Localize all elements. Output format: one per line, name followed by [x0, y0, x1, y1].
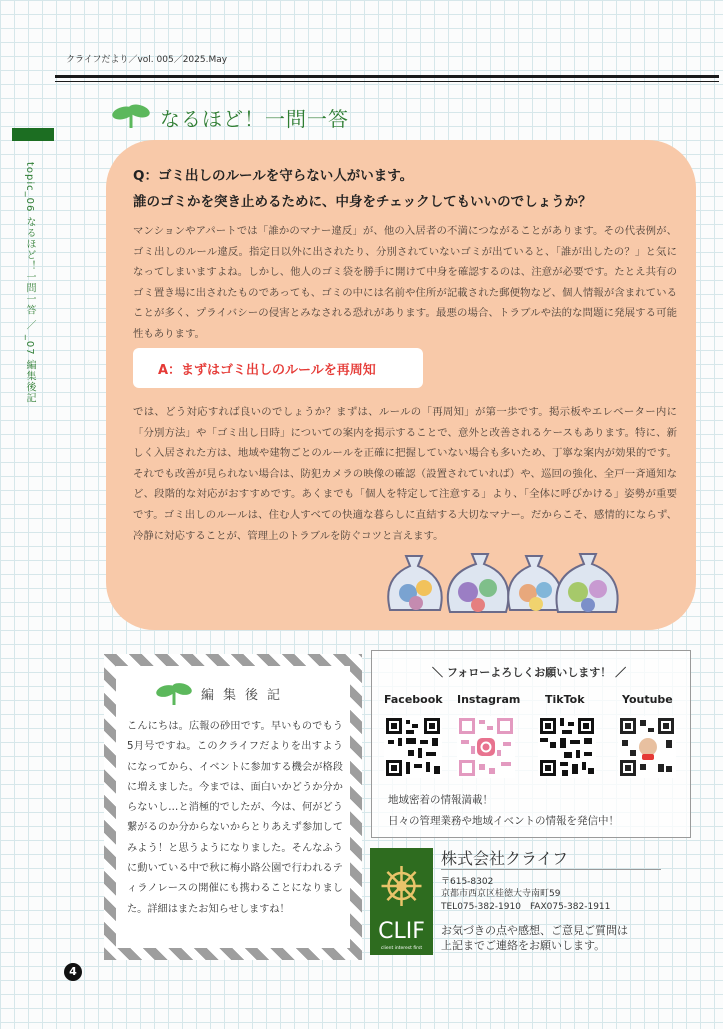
page-number: 4 [64, 963, 82, 981]
company-logo [370, 848, 433, 955]
company-divider [441, 869, 661, 870]
logo-wordmark: CLIF [378, 919, 425, 944]
company-postal: 〒615-8302 [441, 877, 494, 887]
follow-caption-1: 地域密着の情報満載！ [388, 794, 493, 806]
contact-note-1: お気づきの点や感想、ご意見ご質問は [441, 924, 628, 937]
instagram-label: Instagram [457, 693, 521, 706]
youtube-qr-code[interactable] [618, 716, 676, 778]
sprout-icon [155, 680, 193, 706]
question-heading-line2: 誰のゴミかを突き止めるために、中身をチェックしてもいいのでしょうか？ [133, 194, 592, 210]
follow-title: ＼ フォローよろしくお願いします！ ／ [432, 666, 627, 679]
side-vertical-label: topic_06 なるほど！一問一答 ／ _07 編集後記 [24, 162, 35, 404]
company-address: 京都市西京区桂徳大寺南町59 [441, 889, 561, 899]
sprout-icon [110, 100, 152, 130]
tiktok-qr-code[interactable] [538, 716, 596, 778]
running-header: クライフだより／vol. 005／2025.May [66, 55, 228, 65]
logo-tagline: client interest first [380, 946, 423, 951]
answer-body: では、どう対応すれば良いのでしょうか？まずは、ルールの「再周知」が第一歩です。掲示板やエレベーター内に「分別方法」や「ゴミ出し日時」についての案内を掲示することで、意外と改善されるケースもあります。特に、新しく入居された方は、地域や建物ごとのルールを正確に把握していない場合も多いため、丁寧な案内が効果的です。それでも改善が見られない場合は、防犯カメラの映像の確認（設置されていれば）や、巡回の強化、全戸一斉通知など、段階的な対応がおすすめです。あくまでも「個人を特定して注意する」より、「全体に呼びかける」姿勢が重要です。ゴミ出しのルールは、住む人すべての快適な暮らしに直結する大切なマナー。だからこそ、感情的にならず、冷静に対応することが、管理上のトラブルを防ぐコツと言えます。 [133, 406, 677, 542]
follow-caption-2: 日々の管理業務や地域イベントの情報を発信中！ [388, 815, 619, 827]
tiktok-label: TikTok [545, 693, 585, 706]
answer-heading: A：まずはゴミ出しのルールを再周知 [158, 363, 376, 378]
contact-note-2: 上記までご連絡をお願いします。 [441, 939, 606, 952]
header-rule-thick [55, 75, 719, 78]
question-body: マンションやアパートでは「誰かのマナー違反」が、他の入居者の不満につながることがあります。その代表例が、ゴミ出しのルール違反。指定日以外に出されたり、分別されていないゴミが出ていると、「誰が出したの？」と気になってしまいますよね。しかし、他人のゴミ袋を勝手に開けて中身を確認するのは、注意が必要です。たとえ共有のゴミ置き場に出されたものであっても、ゴミの中には名前や住所が記載された郵便物など、個人情報が含まれていることが多く、プライバシーの侵害とみなされる恐れがあります。最悪の場合、トラブルや法的な問題に発展する可能性もあります。 [133, 225, 677, 340]
facebook-label: Facebook [384, 693, 443, 706]
garbage-bags-illustration [380, 548, 635, 620]
instagram-qr-code[interactable] [457, 716, 515, 778]
company-name: 株式会社クライフ [441, 849, 569, 868]
section-title: なるほど！一問一答 [160, 107, 349, 131]
editor-note-body: こんにちは。広報の砂田です。早いものでもう5月号ですね。このクライフだよりを出すようになってから、イベントに参加する機会が格段に増えました。今までは、面白いかどうか分からないし…と消極的でしたが、今は、何がどう繋がるのか分からないからとりあえず参加してみよう！と思うようになりました。そんなふうに動いている中で秋に梅小路公園で行われるティラノレースの開催にも携わることになりました。詳細はまたお知らせしますね！ [127, 721, 343, 915]
side-tab-marker [12, 128, 54, 141]
header-rule-thin [55, 81, 719, 82]
company-tel-fax: TEL075-382-1910 FAX075-382-1911 [441, 902, 611, 912]
youtube-label: Youtube [622, 693, 673, 706]
facebook-qr-code[interactable] [384, 716, 442, 778]
question-heading-line1: Q：ゴミ出しのルールを守らない人がいます。 [133, 168, 414, 184]
ship-wheel-icon [370, 848, 433, 955]
editor-note-title: 編集後記 [201, 688, 290, 703]
